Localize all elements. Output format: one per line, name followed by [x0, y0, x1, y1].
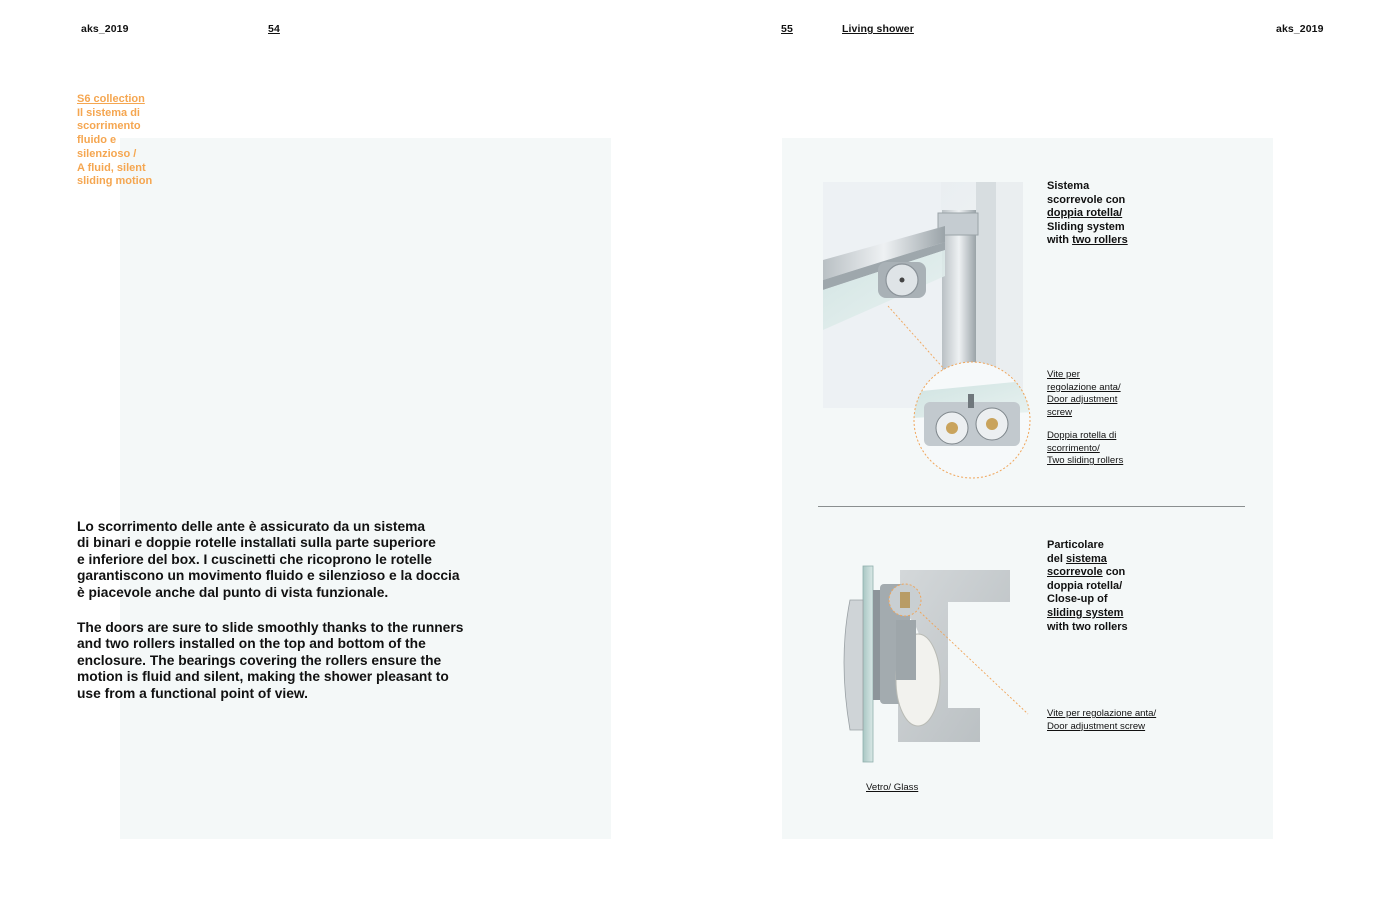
right-brand: aks_2019	[1276, 23, 1324, 35]
left-brand: aks_2019	[81, 23, 129, 35]
label-line: scorrimento/	[1047, 442, 1100, 454]
label-line: Door adjustment screw	[1047, 720, 1146, 732]
figure1-title-link[interactable]: doppia rotella/	[1047, 207, 1123, 220]
figure2-title-link[interactable]: sliding system	[1047, 606, 1124, 619]
figure1-title-line: scorrevole con	[1047, 193, 1126, 206]
label-line: regolazione anta/	[1047, 381, 1121, 393]
glass-label[interactable]	[866, 782, 918, 795]
figure1-roller-label[interactable]	[1047, 430, 1123, 468]
body-line: garantiscono un movimento fluido e silenzioso e la doccia	[77, 568, 460, 584]
figure1-title-line: Sistema	[1047, 180, 1090, 192]
body-line: and two rollers installed on the top and bottom of the	[77, 636, 426, 652]
body-line: The doors are sure to slide smoothly thanks to the runners	[77, 620, 464, 635]
figure1-title-line: with	[1047, 234, 1073, 247]
figure2-title	[1047, 539, 1128, 634]
body-line: use from a functional point of view.	[77, 685, 308, 701]
label-line: Vetro/ Glass	[866, 782, 919, 793]
section-title[interactable]: Living shower	[842, 23, 914, 35]
figure2-title-line: del	[1047, 552, 1066, 565]
body-line: e inferiore del box. I cuscinetti che ricoprono le rotelle	[77, 551, 432, 567]
body-line: è piacevole anche dal punto di vista funzionale.	[77, 584, 389, 600]
figure1-title-line: Sliding system	[1047, 220, 1125, 233]
body-line: motion is fluid and silent, making the shower pleasant to	[77, 669, 449, 685]
label-line: screw	[1047, 406, 1073, 418]
label-line: Doppia rotella di	[1047, 430, 1117, 441]
right-page-number[interactable]: 55	[781, 23, 793, 35]
body-italian	[77, 519, 460, 601]
figure2-title-line: with two rollers	[1047, 620, 1128, 633]
collection-intro	[77, 93, 152, 189]
figure2-title-line: Close-up of	[1047, 593, 1108, 606]
label-line: Two sliding rollers	[1047, 455, 1124, 467]
body-line: di binari e doppie rotelle installati sulla parte superiore	[77, 535, 436, 551]
figure2-title-link[interactable]: sistema	[1065, 552, 1107, 565]
figure2-title-link[interactable]: scorrevole	[1047, 566, 1103, 579]
intro-line: sliding motion	[77, 175, 153, 188]
label-line: Door adjustment	[1047, 394, 1118, 406]
body-line: enclosure. The bearings covering the rollers ensure the	[77, 652, 442, 668]
intro-line: Il sistema di	[77, 106, 140, 119]
figure2-screw-label[interactable]	[1047, 708, 1156, 733]
roller-closeup-photo	[830, 560, 1035, 770]
label-line: Vite per regolazione anta/	[1047, 708, 1157, 719]
sliding-system-photo	[820, 180, 1035, 480]
figure2-title-line: Particolare	[1047, 539, 1104, 551]
body-line: Lo scorrimento delle ante è assicurato da un sistema	[77, 519, 426, 534]
intro-line: scorrimento	[77, 120, 141, 133]
figure2-title-line: con	[1102, 566, 1126, 579]
figure1-title-link[interactable]: two rollers	[1072, 234, 1128, 247]
label-line: Vite per	[1047, 369, 1080, 380]
intro-line: fluido e	[77, 134, 117, 147]
collection-title[interactable]: S6 collection	[77, 93, 145, 105]
figure1-screw-label[interactable]	[1047, 369, 1121, 419]
intro-line: A fluid, silent	[77, 161, 146, 174]
figure2-title-line: doppia rotella/	[1047, 579, 1123, 592]
left-page-number[interactable]: 54	[268, 23, 280, 35]
body-english	[77, 620, 463, 702]
figure1-title	[1047, 180, 1128, 248]
intro-line: silenzioso /	[77, 147, 137, 160]
figure-divider	[818, 506, 1245, 507]
left-page-panel	[120, 138, 611, 839]
